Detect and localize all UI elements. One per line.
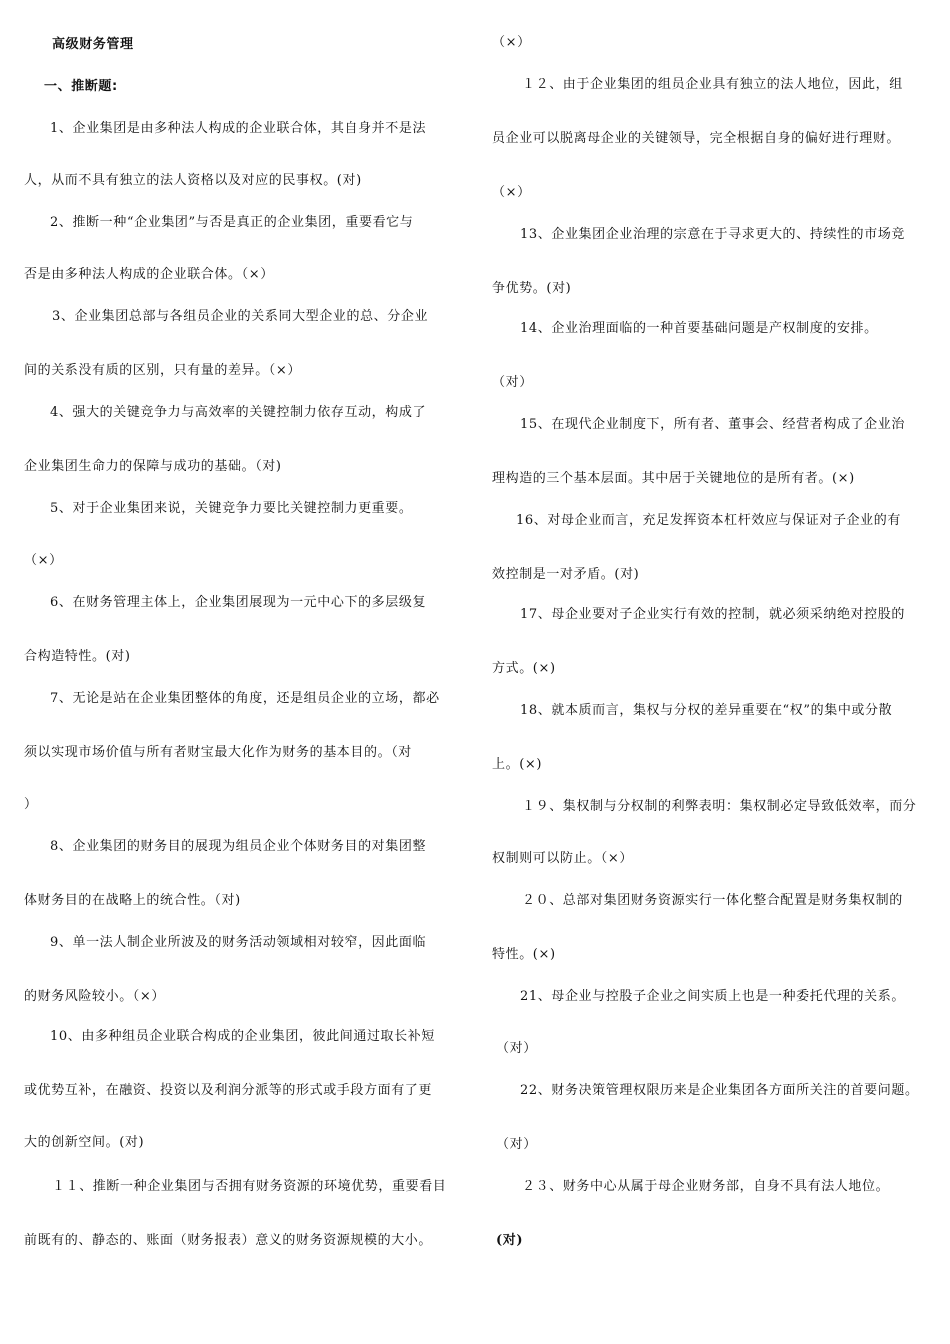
question-line: 合构造特性。(对) — [24, 649, 131, 664]
question-line: 6、在财务管理主体上，企业集团展现为一元中心下的多层级复 — [50, 595, 427, 610]
question-line: ２３、财务中心从属于母企业财务部，自身不具有法人地位。 — [522, 1179, 890, 1194]
question-line: 7、无论是站在企业集团整体的角度，还是组员企业的立场，都必 — [50, 691, 440, 706]
question-line: １１、推断一种企业集团与否拥有财务资源的环境优势，重要看目 — [52, 1179, 447, 1194]
question-line: 8、企业集团的财务目的展现为组员企业个体财务目的对集团整 — [50, 839, 427, 854]
question-line: 理构造的三个基本层面。其中居于关键地位的是所有者。(×) — [492, 471, 855, 486]
question-line: 企业集团生命力的保障与成功的基础。（对) — [24, 459, 282, 474]
question-line: 2、推断一种“企业集团”与否是真正的企业集团，重要看它与 — [50, 215, 414, 230]
question-line: 特性。(×) — [492, 947, 556, 962]
question-line: （对） — [492, 375, 533, 390]
question-line: 前既有的、静态的、账面（财务报表）意义的财务资源规模的大小。 — [24, 1233, 433, 1248]
question-line: 9、单一法人制企业所波及的财务活动领域相对较窄，因此面临 — [50, 935, 427, 950]
question-line: 15、在现代企业制度下，所有者、董事会、经营者构成了企业治 — [520, 417, 905, 432]
section-heading: 一、推断题: — [44, 79, 118, 94]
question-line: 须以实现市场价值与所有者财宝最大化作为财务的基本目的。（对 — [24, 745, 412, 760]
question-line: 权制则可以防止。（×） — [492, 851, 633, 866]
question-line: 10、由多种组员企业联合构成的企业集团，彼此间通过取长补短 — [50, 1029, 435, 1044]
question-line: 14、企业治理面临的一种首要基础问题是产权制度的安排。 — [520, 321, 878, 336]
question-line: １２、由于企业集团的组员企业具有独立的法人地位，因此，组 — [522, 77, 903, 92]
question-line: ） — [24, 797, 38, 812]
question-line: 体财务目的在战略上的统合性。（对) — [24, 893, 241, 908]
question-line: 间的关系没有质的区别，只有量的差异。（×） — [24, 363, 301, 378]
question-line: １９、集权制与分权制的利弊表明：集权制必定导致低效率，而分 — [522, 799, 917, 814]
question-line: 或优势互补，在融资、投资以及利润分派等的形式或手段方面有了更 — [24, 1083, 433, 1098]
question-line: 17、母企业要对子企业实行有效的控制，就必须采纳绝对控股的 — [520, 607, 905, 622]
question-line: （对） — [496, 1137, 537, 1152]
question-line: 方式。(×) — [492, 661, 556, 676]
question-line: 21、母企业与控股子企业之间实质上也是一种委托代理的关系。 — [520, 989, 905, 1004]
question-line: 5、对于企业集团来说，关键竞争力要比关键控制力更重要。 — [50, 501, 413, 516]
question-line: 人，从而不具有独立的法人资格以及对应的民事权。(对) — [24, 173, 362, 188]
question-line: (对) — [496, 1233, 524, 1248]
question-line: 的财务风险较小。（×） — [24, 989, 165, 1004]
question-line: 否是由多种法人构成的企业联合体。（×） — [24, 267, 274, 282]
page-title: 高级财务管理 — [52, 37, 134, 52]
question-line: 22、财务决策管理权限历来是企业集团各方面所关注的首要问题。 — [520, 1083, 919, 1098]
question-line: （对） — [496, 1041, 537, 1056]
question-line: （×） — [24, 553, 63, 568]
question-line: 上。(×) — [492, 757, 543, 772]
question-line: （×） — [492, 35, 531, 50]
question-line: 1、企业集团是由多种法人构成的企业联合体，其自身并不是法 — [50, 121, 427, 136]
question-line: 18、就本质而言，集权与分权的差异重要在“权”的集中或分散 — [520, 703, 893, 718]
question-line: 4、强大的关键竞争力与高效率的关键控制力依存互动，构成了 — [50, 405, 427, 420]
question-line: 争优势。(对) — [492, 281, 572, 296]
question-line: 16、对母企业而言，充足发挥资本杠杆效应与保证对子企业的有 — [516, 513, 901, 528]
question-line: （×） — [492, 185, 531, 200]
question-line: 员企业可以脱离母企业的关键领导，完全根据自身的偏好进行理财。 — [492, 131, 901, 146]
question-line: 效控制是一对矛盾。(对) — [492, 567, 640, 582]
question-line: 大的创新空间。(对) — [24, 1135, 145, 1150]
question-line: ２０、总部对集团财务资源实行一体化整合配置是财务集权制的 — [522, 893, 903, 908]
question-line: 13、企业集团企业治理的宗意在于寻求更大的、持续性的市场竞 — [520, 227, 905, 242]
question-line: 3、企业集团总部与各组员企业的关系同大型企业的总、分企业 — [52, 309, 429, 324]
